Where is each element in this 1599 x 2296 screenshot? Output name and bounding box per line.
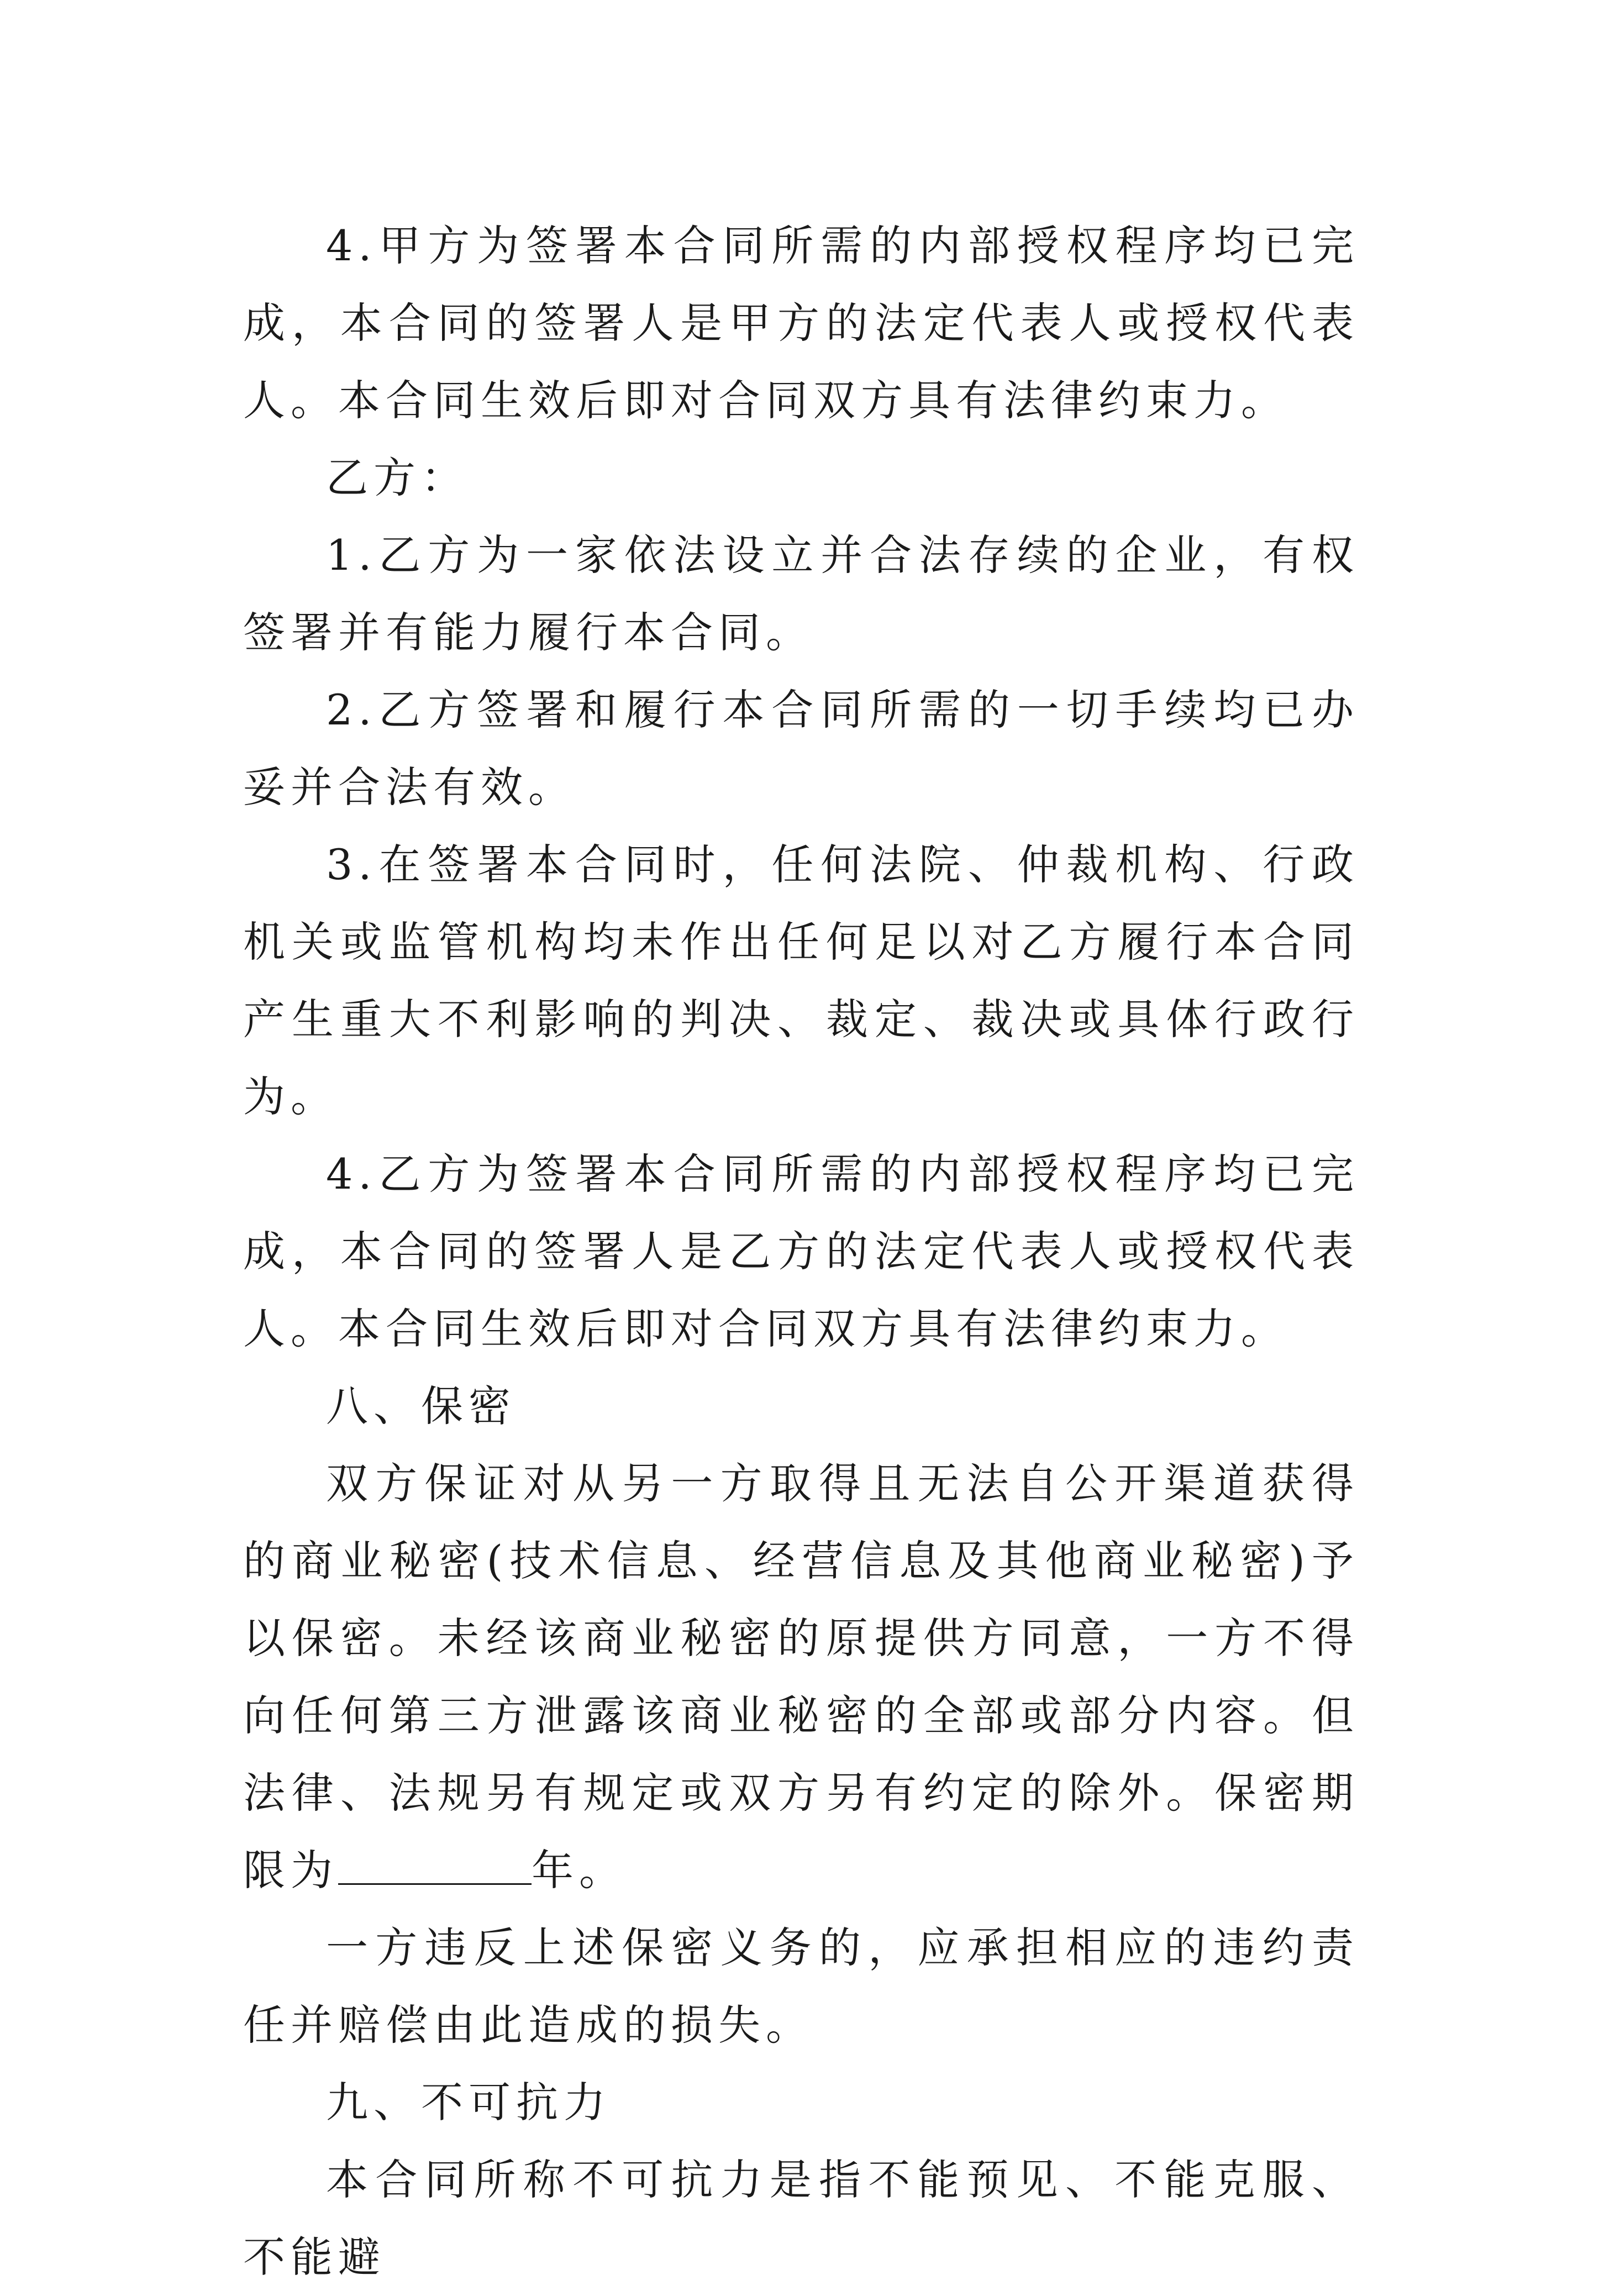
party-a-clause-4: 4.甲方为签署本合同所需的内部授权程序均已完成，本合同的签署人是甲方的法定代表人或授权代表人。本合同生效后即对合同双方具有法律约束力。 — [243, 221, 1359, 425]
section-heading-force-majeure: 九、不可抗力 — [326, 2078, 611, 2127]
section-heading-confidentiality: 八、保密 — [326, 1381, 516, 1431]
party-b-clause-3: 3.在签署本合同时，任何法院、仲裁机构、行政机关或监管机构均未作出任何足以对乙方履行本合同产生重大不利影响的判决、裁定、裁决或具体行政行为。 — [243, 840, 1359, 1121]
document-body — [243, 207, 1359, 2296]
party-b-clause-4: 4.乙方为签署本合同所需的内部授权程序均已完成，本合同的签署人是乙方的法定代表人或授权代表人。本合同生效后即对合同双方具有法律约束力。 — [243, 1149, 1359, 1353]
force-majeure-clause: 本合同所称不可抗力是指不能预见、不能克服、不能避 — [243, 2155, 1359, 2282]
party-b-clause-1: 1.乙方为一家依法设立并合法存续的企业，有权签署并有能力履行本合同。 — [243, 530, 1359, 657]
confidentiality-text-after-blank: 年。 — [532, 1846, 627, 1895]
confidentiality-breach-clause: 一方违反上述保密义务的，应承担相应的违约责任并赔偿由此造成的损失。 — [243, 1923, 1359, 2050]
confidentiality-text-before-blank: 双方保证对从另一方取得且无法自公开渠道获得的商业秘密(技术信息、经营信息及其他商业秘密)予以保密。未经该商业秘密的原提供方同意，一方不得向任何第三方泄露该商业秘密的全部或部分内容。但法律、法规另有规定或双方另有约定的除外。保密期限为 — [243, 1459, 1359, 1895]
party-b-heading: 乙方： — [326, 453, 469, 502]
confidentiality-term-blank — [338, 1850, 532, 1885]
confidentiality-clause — [243, 1445, 1359, 1909]
party-b-clause-2: 2.乙方签署和履行本合同所需的一切手续均已办妥并合法有效。 — [243, 685, 1359, 812]
